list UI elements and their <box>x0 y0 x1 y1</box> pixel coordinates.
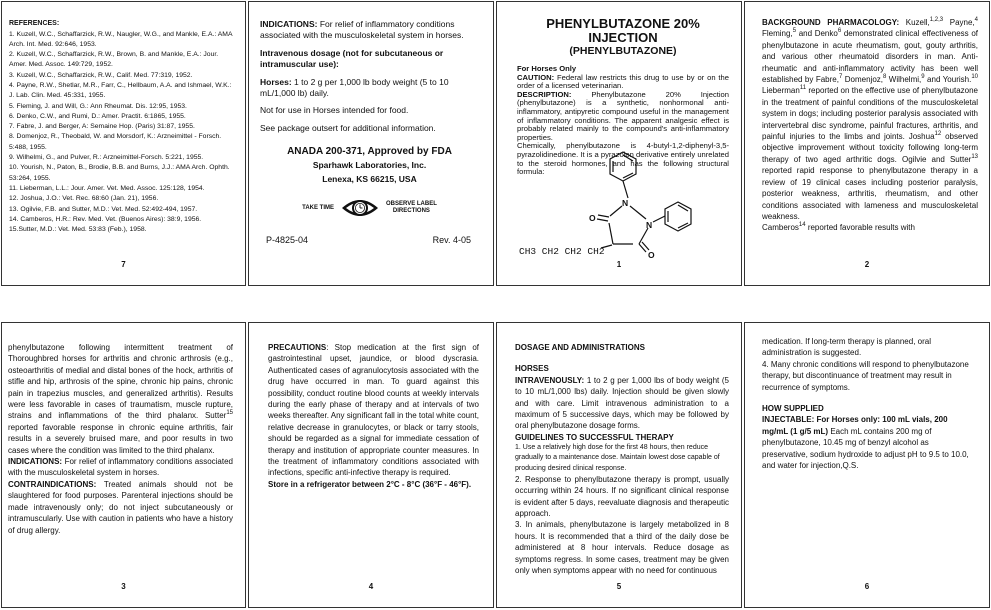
revision: Rev. 4-05 <box>432 235 471 246</box>
page-number: 4 <box>368 582 374 591</box>
guideline-3: 3. In animals, phenylbutazone is largely metabolized in 8 hours. It is recommended that a third of the daily dose be administered at 8 hour intervals. Reduce dosage as symptoms regress. In some cases, treatment may be given only when symptoms appear with no need for continuous <box>515 520 729 576</box>
precautions-paragraph <box>268 342 479 479</box>
panel-background <box>744 1 990 286</box>
reference-item: 9. Wilhelmi, G., and Pulver, R.: Arzneimittel-Forsch. 5:221, 1955. <box>9 154 204 162</box>
background-paragraph: BACKGROUND PHARMACOLOGY: Kuzell,$^{1,2,3}$ Payne,$^4$ Fleming,$^5$ and Denko$^6$ demonstrated clinical effectiveness of phenylbutazone in acute rheumatism, gout, gouty arthritis, and various other rheumatoid disorders in man. Anti-rheumatic and anti-inflammatory activity has been well established by Fabre,$^7$ Domenjoz,$^8$ Wilhelmi,$^9$ and Yourish.$^{10}$ Lieberman$^{11}$ reported on the effective use of phenylbutazone in the treatment of painful conditions of the musculoskeletal system in dogs; including posterior paralysis associated with intervertebral disc syndrome, painful fractures, arthritis, and painful injuries to the limbs and joints. Joshua$^{12}$ observed objective improvement without toxicity following long-term therapy of two aged arthritic dogs. Ogilvie and Sutter$^{13}$ reported rapid response to phenylbutazone therapy in a review of 19 clinical cases including posterior paralysis, posterior weakness, arthritis, rheumatism, and other conditions associated with lameness and musculoskeletal weakness. Camberos$^{14}$ reported favorable results with <box>762 17 979 233</box>
iv-text: 1 to 2 g per 1,000 lbs of body weight (5 to 10 mL/1,000 lbs) daily. Injection should be given slowly and with care. Limit intravenous administration to a maximum of 5 successive days, which may be followed by oral phenylbutazone dosage forms. <box>515 375 729 431</box>
company-name: Sparhawk Laboratories, Inc. <box>312 160 427 171</box>
reference-item: 4. Payne, R.W., Shetlar, M.R., Farr, C., Hellbaum, A.A. and Ishmael, W.K.: J. Lab. Clin. Med. 45:331, 1955. <box>9 81 232 100</box>
guideline-2: 2. Response to phenylbutazone therapy is prompt, usually occurring within 24 hours. If no significant clinical response is evident after 5 days, reevaluate diagnosis and therapeutic approach. <box>515 474 729 519</box>
medication-continued: medication. If long-term therapy is planned, oral administration is suggested. <box>762 337 931 358</box>
indications-text: For relief of inflammatory conditions associated with the musculoskeletal system in horses. <box>8 457 233 478</box>
panel-label <box>248 1 494 286</box>
dosage-heading: DOSAGE AND ADMINISTRATIONS <box>515 343 645 352</box>
observe-label-text: OBSERVE LABEL DIRECTIONS <box>385 201 437 215</box>
caution-paragraph <box>517 74 729 91</box>
indications-text: For relief of inflammatory conditions associated with the musculoskeletal system in horses. <box>260 19 464 41</box>
reference-item: 12. Joshua, J.O.: Vet. Rec. 68:60 (Jan. 21), 1956. <box>9 195 159 203</box>
guideline-1: 1. Use a relatively high dose for the first 48 hours, then reduce gradually to a maintenance dose. Maintain lowest dose capable of producing desired clinical response. <box>515 444 720 472</box>
reference-item: 5. Fleming, J. and Will, G.: Ann Rheumat. Dis. 12:95, 1953. <box>9 102 187 110</box>
route-heading: Intravenous dosage (not for subcutaneous or intramuscular use): <box>260 47 444 70</box>
company-city: Lenexa, KS 66215, USA <box>322 173 417 184</box>
reference-item: 14. Camberos, H.R.: Rev. Med. Vet. (Buenos Aires): 38:9, 1956. <box>9 215 202 223</box>
reference-item: 1. Kuzell, W.C., Schaffarzick, R.W., Naugler, W.G., and Mankle, E.A.: AMA Arch. Int. Med. 92:646, 1953. <box>9 30 233 48</box>
indications-paragraph <box>8 456 233 479</box>
contraindications-text: Treated animals should not be slaughtered for food purposes. Parenteral injections should be made intravenously only; do not inject subcutaneously or intramuscularly. Use with caution in patients who have a history of drug allergy. <box>8 479 234 535</box>
injectable-paragraph <box>762 414 975 471</box>
indications-paragraph <box>260 19 479 42</box>
page-number: 2 <box>864 260 870 269</box>
for-horses-only: For Horses Only <box>517 64 577 73</box>
indications-label: INDICATIONS: <box>260 19 318 29</box>
storage-instruction: Store in a refrigerator between 2°C - 8°C (36°F - 46°F). <box>268 479 472 489</box>
description-text: Phenylbutazone 20% Injection (phenylbutazone) is a synthetic, nonhormonal anti-inflammatory, antipyretic compound useful in the management of inflammatory conditions. The apparent analgesic effect is probably related mainly to the compound's anti-inflammatory properties. <box>517 89 729 142</box>
take-time-text: TAKE TIME <box>302 204 334 211</box>
page-number: 7 <box>121 260 126 269</box>
panel-how-supplied <box>744 322 990 608</box>
background-label: BACKGROUND PHARMACOLOGY: <box>762 18 900 27</box>
camberos-continued: phenylbutazone following intermittent treatment of Thoroughbred horses for arthritis and chronic arthrosis (e.g., osteoarthritis of medial and distal bones of the hock, arthritis of stifle and hip, arthrosis of the spine, chronic hip pains, chronic pain in trapezius muscles, and generalized arthritis). Results were less favorable in cases of traumatism, muscle rupture, strains and inflammations of the third phalanx. Sutter$^{15}$ reported favorable response in chronic equine arthritis, fair results in a severely bruised mare, and poor results in two cases where the condition was limited to the third phalanx. <box>8 343 233 455</box>
struct-o1-label: O <box>589 213 596 223</box>
reference-item: 11. Lieberman, L.L.: Jour. Amer. Vet. Med. Assoc. 125:128, 1954. <box>9 184 205 192</box>
reference-item: 2. Kuzell, W.C., Schaffarzick, R.W., Brown, B. and Mankle, E.A.: Jour. Amer. Med. Assoc. 149:729, 1952. <box>9 51 219 69</box>
product-title: PHENYLBUTAZONE 20% INJECTION <box>546 16 700 45</box>
struct-n1-label: N <box>622 198 629 208</box>
caution-label: CAUTION: <box>517 72 555 82</box>
reference-item: 3. Kuzell, W.C., Schaffarzick, R.W., Calif. Med. 77:319, 1952. <box>9 71 193 79</box>
description-label: DESCRIPTION: <box>517 89 572 99</box>
structural-formula-diagram <box>505 141 730 264</box>
caution-text: Federal law restricts this drug to use by or on the order of a licensed veterinarian. <box>517 72 729 91</box>
precautions-label: PRECAUTIONS <box>268 343 327 352</box>
product-code-row <box>260 235 479 245</box>
struct-n2-label: N <box>646 220 653 230</box>
panel-precautions <box>248 322 494 608</box>
contraindications-label: CONTRAINDICATIONS: <box>8 479 97 489</box>
struct-butyl-chain: CH3 CH2 CH2 CH2 <box>519 246 605 257</box>
page-number: 1 <box>616 260 622 269</box>
description-paragraph <box>517 91 729 143</box>
reference-item: 10. Yourish, N., Paton, B., Brodie, B.B. and Burns, J.J.: AMA Arch. Ophth. 53:264, 1955. <box>9 164 230 182</box>
page-number: 6 <box>864 582 870 591</box>
how-supplied-heading: HOW SUPPLIED <box>762 404 824 414</box>
take-time-logo <box>260 195 479 221</box>
reference-item: 13. Ogilvie, F.B. and Sutter, M.D.: Vet. Med. 52:492-494, 1957. <box>9 205 198 213</box>
horses-text: 1 to 2 g per 1,000 lb body weight (5 to 10 mL/1,000 lb) daily. <box>260 76 449 99</box>
panel-references <box>1 1 246 286</box>
page-number: 5 <box>616 582 622 591</box>
panel-indications <box>1 322 246 608</box>
reference-item: 7. Fabre, J. and Berger, A: Semaine Hop. (Paris) 31:87, 1955. <box>9 123 195 131</box>
indications-label: INDICATIONS: <box>8 457 63 467</box>
injectable-text: Each mL contains 200 mg of phenylbutazone, 10.45 mg of benzyl alcohol as preservative, sodium hydroxide to adjust pH to 9.5 to 10.0, and water for injection,Q.S. <box>762 426 969 471</box>
iv-paragraph <box>515 375 729 432</box>
horses-heading: HORSES <box>515 364 549 374</box>
anada-approval: ANADA 200-371, Approved by FDA <box>287 146 452 158</box>
eye-icon <box>340 195 380 221</box>
product-code: P-4825-04 <box>266 235 309 246</box>
contraindications-paragraph <box>8 479 233 536</box>
injectable-label: INJECTABLE: For Horses only: 100 mL vials, 200 mg/mL (1 g/5 mL) <box>762 415 948 436</box>
panel-title <box>496 1 742 286</box>
guideline-4: 4. Many chronic conditions will respond to phenylbutazone therapy, but discontinuance of treatment may result in recurrence of symptoms. <box>762 359 969 392</box>
reference-item: 6. Denko, C.W., and Rumi, D.: Amer. Practit. 6:1865, 1955. <box>9 112 186 120</box>
page-number: 3 <box>121 582 126 591</box>
reference-item: 15.Sutter, M.D.: Vet. Med. 53:83 (Feb.), 1958. <box>9 226 147 234</box>
guidelines-heading: GUIDELINES TO SUCCESSFUL THERAPY <box>515 432 674 442</box>
product-subtitle: (PHENYLBUTAZONE) <box>569 45 677 57</box>
struct-o2-label: O <box>648 250 655 260</box>
horses-label: Horses: <box>260 76 292 87</box>
panel-dosage <box>496 322 742 608</box>
food-warning: Not for use in Horses intended for food. <box>260 105 409 116</box>
references-title: REFERENCES: <box>9 20 60 27</box>
precautions-text: : Stop medication at the first sign of gastrointestinal upset, jaundice, or blood dyscrasia. Authenticated cases of agranulocytosis associated with the drug have occurred in man. To guard against this possibility, conduct routine blood counts at weekly intervals during the early phase of therapy and at intervals of two weeks thereafter. Any significant fall in the total white count, relative decrease in granulocytes, or black or tarry stools, should be regarded as a signal for immediate cessation of therapy and institution of appropriate counter measures. In the treatment of inflammatory conditions associated with infections, specific anti-infective therapy is required. <box>268 343 479 478</box>
see-package: See package outsert for additional information. <box>260 122 436 133</box>
horses-dosage <box>260 77 479 100</box>
chemical-paragraph: Chemically, phenylbutazone is 4-butyl-1,2-diphenyl-3,5-pyrazolidinedione. It is a pyrazolon derivative entirely unrelated to the steroid hormones, and has the following structural formula: <box>517 141 729 177</box>
reference-item: 8. Domenjoz, R., Theobald, W. and Morsdorf, K.: Arzneimittel - Forsch. 5:488, 1955. <box>9 133 222 151</box>
iv-label: INTRAVENOUSLY: <box>515 375 585 385</box>
